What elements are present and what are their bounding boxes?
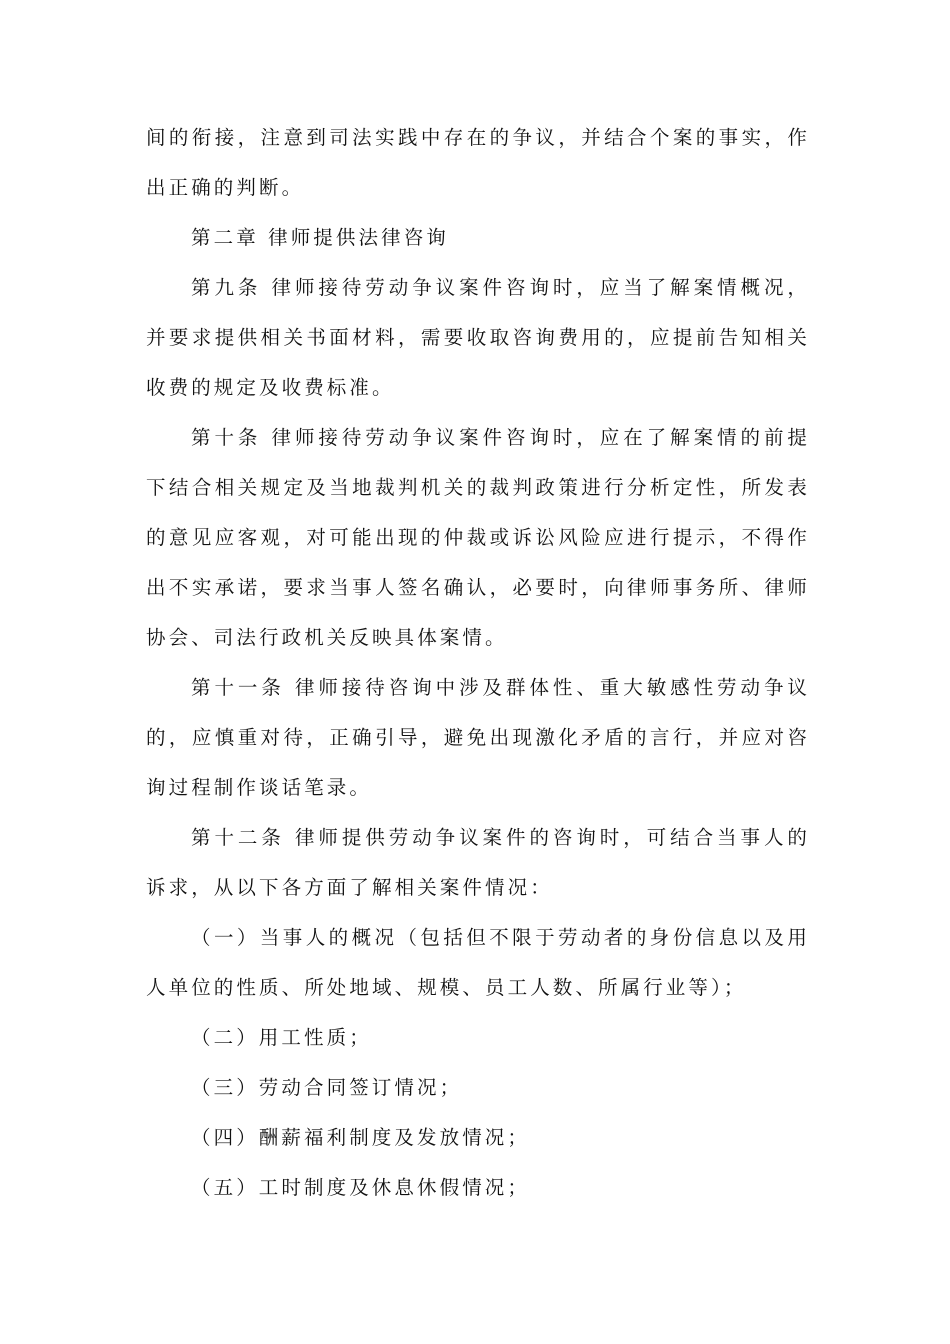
article-12: 第十二条 律师提供劳动争议案件的咨询时，可结合当事人的诉求，从以下各方面了解相关案件情况： — [146, 826, 810, 899]
list-item-3: （三）劳动合同签订情况； — [191, 1076, 463, 1099]
article-10: 第十条 律师接待劳动争议案件咨询时，应在了解案情的前提下结合相关规定及当地裁判机关的裁判政策进行分析定性，所发表的意见应客观，对可能出现的仲裁或诉讼风险应进行提示，不得作出不实承诺，要求当事人签名确认，必要时，向律师事务所、律师协会、司法行政机关反映具体案情。 — [146, 426, 810, 649]
list-item-1: （一）当事人的概况（包括但不限于劳动者的身份信息以及用人单位的性质、所处地域、规模、员工人数、所属行业等）； — [146, 926, 810, 999]
document-body — [146, 113, 810, 1213]
list-item-2: （二）用工性质； — [191, 1026, 372, 1049]
list-item-4: （四）酬薪福利制度及发放情况； — [191, 1126, 531, 1149]
list-item-5: （五）工时制度及休息休假情况； — [191, 1176, 531, 1199]
article-11: 第十一条 律师接待咨询中涉及群体性、重大敏感性劳动争议的，应慎重对待，正确引导，避免出现激化矛盾的言行，并应对咨询过程制作谈话笔录。 — [146, 676, 810, 799]
article-9: 第九条 律师接待劳动争议案件咨询时，应当了解案情概况，并要求提供相关书面材料，需要收取咨询费用的，应提前告知相关收费的规定及收费标准。 — [146, 276, 810, 399]
chapter-heading: 第二章 律师提供法律咨询 — [191, 226, 449, 249]
paragraph-continuation: 间的衔接，注意到司法实践中存在的争议，并结合个案的事实，作出正确的判断。 — [146, 126, 810, 199]
